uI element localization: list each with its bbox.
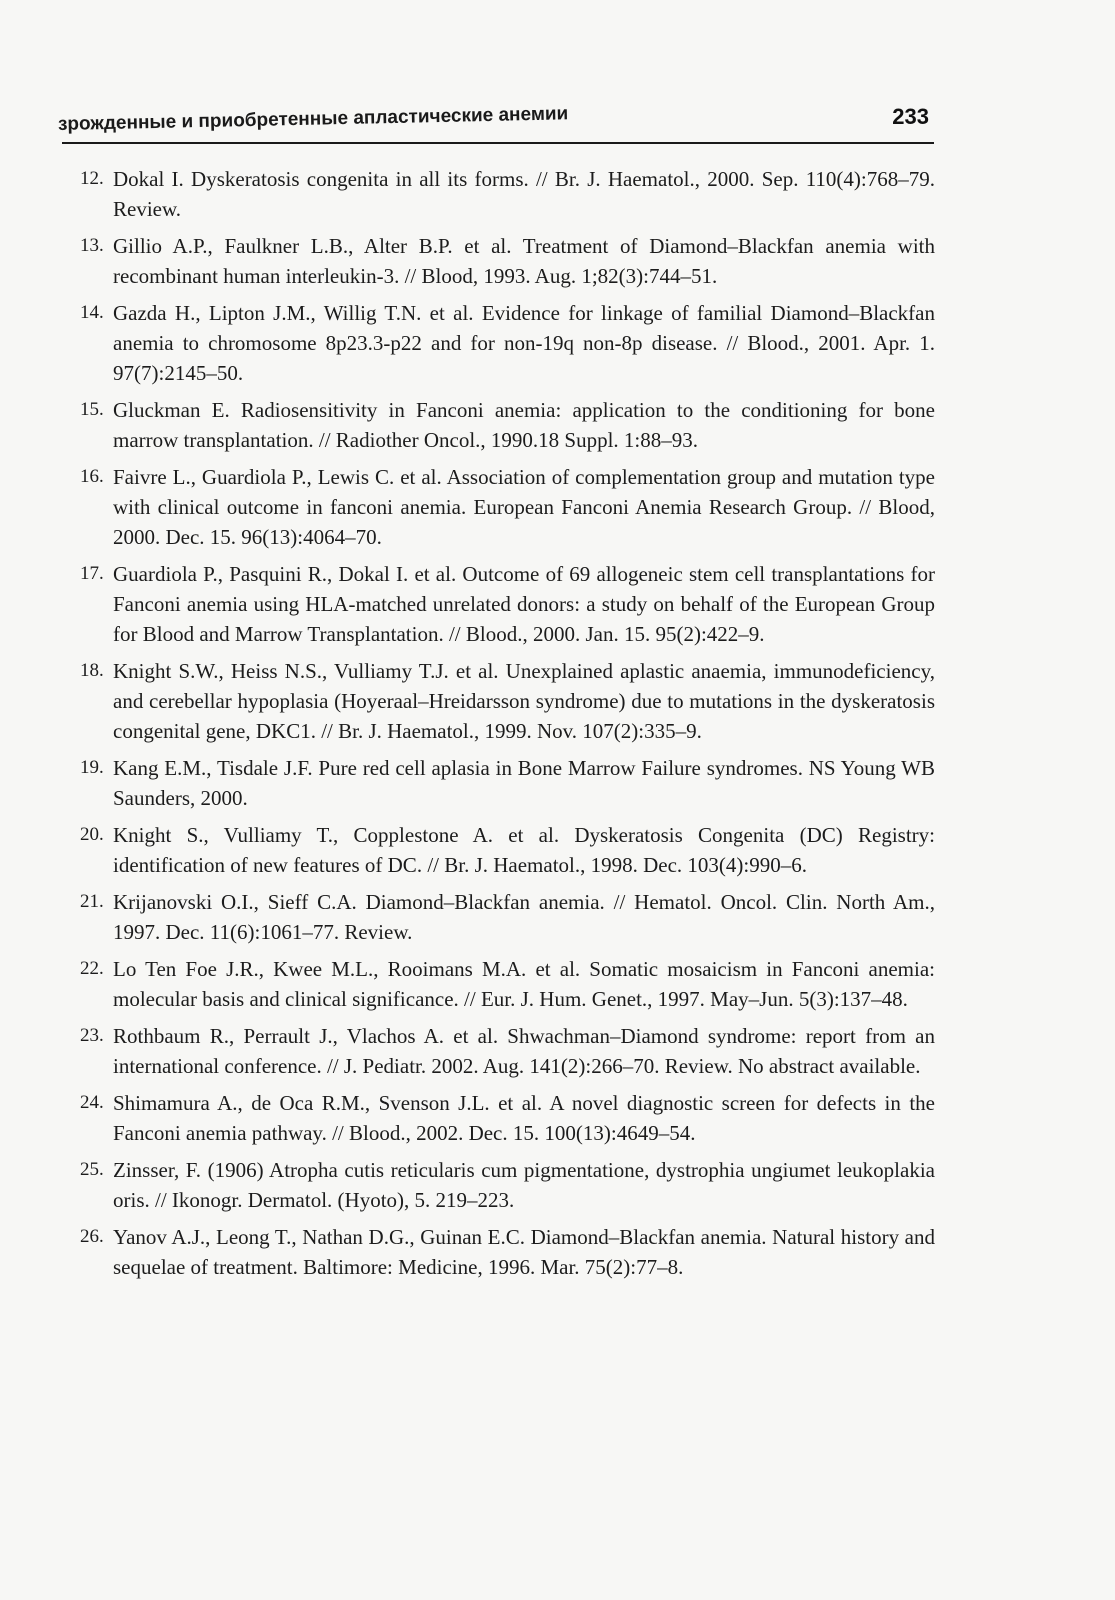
reference-item [80, 231, 935, 291]
reference-list [80, 164, 935, 1289]
reference-item [80, 298, 935, 388]
reference-number: 17. [80, 563, 104, 584]
reference-number: 19. [80, 757, 104, 778]
reference-item [80, 462, 935, 552]
reference-item [80, 1222, 935, 1282]
reference-item [80, 887, 935, 947]
running-title: зрожденные и приобретенные апластические анемии [57, 103, 569, 135]
reference-text: Gillio A.P., Faulkner L.B., Alter B.P. et al. Treatment of Diamond–Blackfan anemia with recombinant human interleukin-3. // Blood, 1993. Aug. 1;82(3):744–51. [113, 234, 935, 288]
reference-number: 18. [80, 660, 104, 681]
reference-item [80, 753, 935, 813]
reference-item [80, 1155, 935, 1215]
reference-text: Shimamura A., de Oca R.M., Svenson J.L. et al. A novel diagnostic screen for defects in the Fanconi anemia pathway. // Blood., 2002. Dec. 15. 100(13):4649–54. [113, 1091, 935, 1145]
reference-text: Knight S., Vulliamy T., Copplestone A. et al. Dyskeratosis Congenita (DC) Registry: identification of new features of DC. // Br. J. Haematol., 1998. Dec. 103(4):990–6. [113, 823, 935, 877]
reference-item [80, 395, 935, 455]
reference-text: Dokal I. Dyskeratosis congenita in all its forms. // Br. J. Haematol., 2000. Sep. 110(4):768–79. Review. [113, 167, 935, 221]
reference-number: 12. [80, 168, 104, 189]
reference-number: 24. [80, 1092, 104, 1113]
reference-text: Yanov A.J., Leong T., Nathan D.G., Guinan E.C. Diamond–Blackfan anemia. Natural history and sequelae of treatment. Baltimore: Medicine, 1996. Mar. 75(2):77–8. [113, 1225, 935, 1279]
reference-item [80, 164, 935, 224]
reference-text: Zinsser, F. (1906) Atropha cutis reticularis cum pigmentatione, dystrophia ungiumet leukoplakia oris. // Ikonogr. Dermatol. (Hyoto), 5. 219–223. [113, 1158, 935, 1212]
reference-number: 15. [80, 399, 104, 420]
reference-text: Faivre L., Guardiola P., Lewis C. et al. Association of complementation group and mutation type with clinical outcome in fanconi anemia. European Fanconi Anemia Research Group. // Blood, 2000. Dec. 15. 96(13):4064–70. [113, 465, 935, 549]
reference-number: 13. [80, 235, 104, 256]
reference-text: Knight S.W., Heiss N.S., Vulliamy T.J. et al. Unexplained aplastic anaemia, immunodeficiency, and cerebellar hypoplasia (Hoyeraal–Hreidarsson syndrome) due to mutations in the dyskeratosis congenital gene, DKC1. // Br. J. Haematol., 1999. Nov. 107(2):335–9. [113, 659, 935, 743]
reference-item [80, 656, 935, 746]
header-rule [62, 142, 934, 144]
page-number: 233 [892, 104, 929, 129]
reference-item [80, 820, 935, 880]
reference-item [80, 1088, 935, 1148]
reference-text: Krijanovski O.I., Sieff C.A. Diamond–Blackfan anemia. // Hematol. Oncol. Clin. North Am., 1997. Dec. 11(6):1061–77. Review. [113, 890, 935, 944]
reference-number: 23. [80, 1025, 104, 1046]
reference-text: Gluckman E. Radiosensitivity in Fanconi anemia: application to the conditioning for bone marrow transplantation. // Radiother Oncol., 1990.18 Suppl. 1:88–93. [113, 398, 935, 452]
reference-item [80, 954, 935, 1014]
reference-item [80, 1021, 935, 1081]
reference-number: 26. [80, 1226, 104, 1247]
reference-text: Guardiola P., Pasquini R., Dokal I. et al. Outcome of 69 allogeneic stem cell transplantations for Fanconi anemia using HLA-matched unrelated donors: a study on behalf of the European Group for Blood and Marrow Transplantation. // Blood., 2000. Jan. 15. 95(2):422–9. [113, 562, 935, 646]
reference-text: Gazda H., Lipton J.M., Willig T.N. et al. Evidence for linkage of familial Diamond–Blackfan anemia to chromosome 8p23.3-p22 and for non-19q non-8p disease. // Blood., 2001. Apr. 1. 97(7):2145–50. [113, 301, 935, 385]
reference-number: 14. [80, 302, 104, 323]
reference-number: 21. [80, 891, 104, 912]
reference-number: 22. [80, 958, 104, 979]
reference-number: 25. [80, 1159, 104, 1180]
page-header [58, 104, 933, 144]
reference-text: Rothbaum R., Perrault J., Vlachos A. et al. Shwachman–Diamond syndrome: report from an international conference. // J. Pediatr. 2002. Aug. 141(2):266–70. Review. No abstract available. [113, 1024, 935, 1078]
reference-item [80, 559, 935, 649]
reference-number: 20. [80, 824, 104, 845]
reference-text: Lo Ten Foe J.R., Kwee M.L., Rooimans M.A. et al. Somatic mosaicism in Fanconi anemia: molecular basis and clinical significance. // Eur. J. Hum. Genet., 1997. May–Jun. 5(3):137–48. [113, 957, 935, 1011]
reference-number: 16. [80, 466, 104, 487]
reference-text: Kang E.M., Tisdale J.F. Pure red cell aplasia in Bone Marrow Failure syndromes. NS Young WB Saunders, 2000. [113, 756, 935, 810]
